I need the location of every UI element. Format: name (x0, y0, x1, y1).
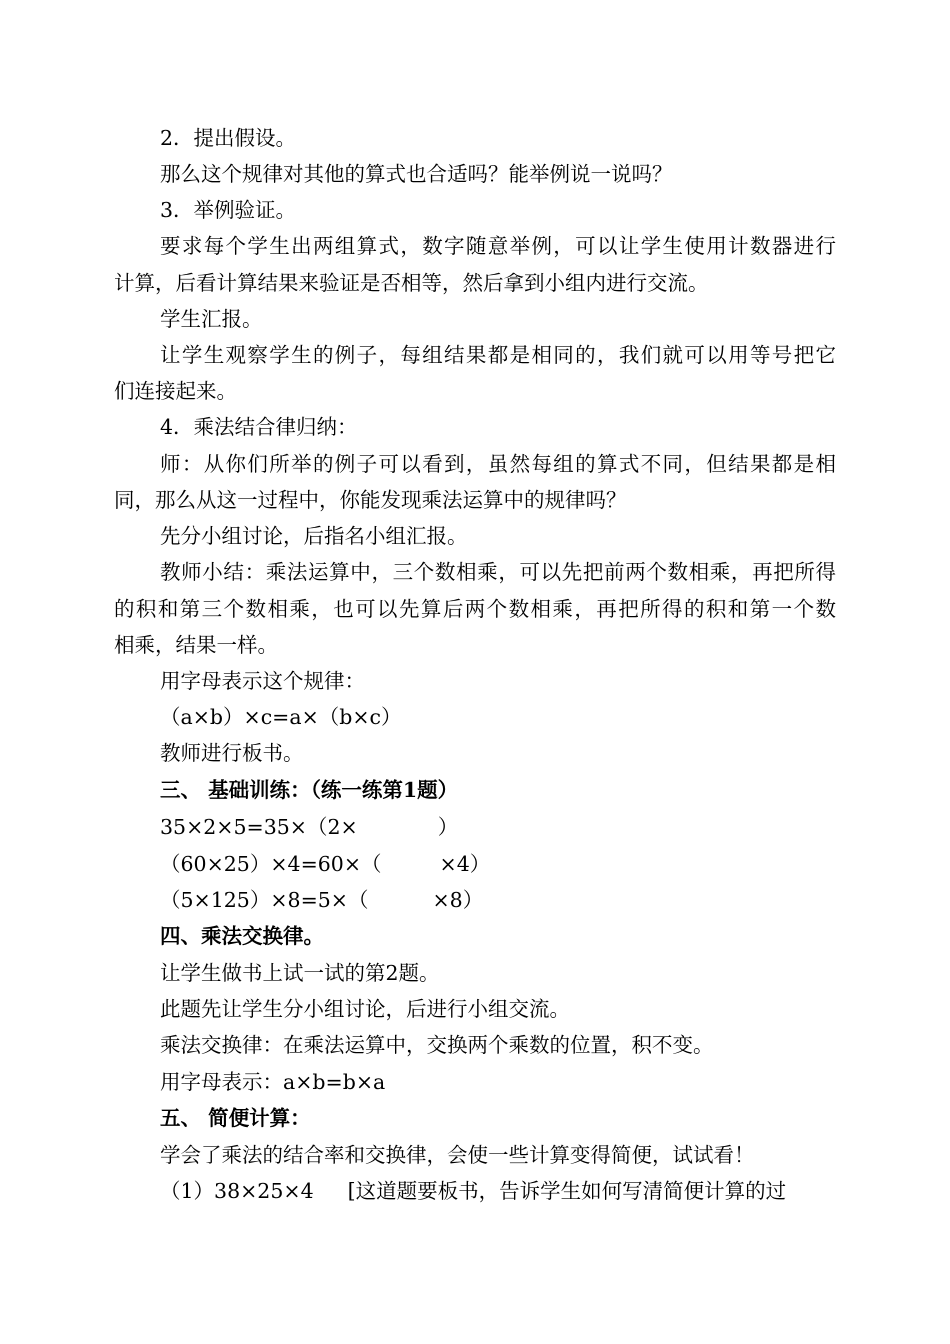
exercise-text: ×8） (432, 888, 484, 912)
exercise-line (160, 814, 458, 840)
exercise-text: ） (437, 815, 459, 839)
formula-line: 用字母表示：a×b=b×a (160, 1070, 386, 1094)
exercise-line (160, 887, 483, 913)
exercise-note: [这道题要板书，告诉学生如何写清简便计算的过 (347, 1179, 787, 1203)
step-2-heading: 2．提出假设。 (160, 126, 297, 150)
section-5-heading: 五、 简便计算： (160, 1106, 311, 1130)
exercise-text: （1）38×25×4 (160, 1179, 314, 1203)
formula-line: （a×b）×c=a×（b×c） (160, 705, 402, 729)
exercise-text: 35×2×5=35×（2× (160, 815, 358, 839)
section-3-heading: 三、 基础训练：（练一练第1题） (160, 778, 459, 802)
paragraph-line: 师：从你们所举的例子可以看到，虽然每组的算式不同，但结果都是相 (160, 452, 836, 476)
exercise-line (160, 851, 490, 877)
paragraph-line: 计算，后看计算结果来验证是否相等，然后拿到小组内进行交流。 (114, 271, 709, 295)
paragraph-line: 那么这个规律对其他的算式也合适吗？能举例说一说吗？ (160, 162, 673, 186)
paragraph-line: 让学生做书上试一试的第2题。 (160, 961, 440, 985)
exercise-text: （5×125）×8=5×（ (160, 888, 369, 912)
paragraph-line: 让学生观察学生的例子，每组结果都是相同的，我们就可以用等号把它 (160, 343, 836, 367)
paragraph-line: 先分小组讨论，后指名小组汇报。 (160, 524, 468, 548)
paragraph-line: 学会了乘法的结合率和交换律，会使一些计算变得简便，试试看！ (160, 1143, 755, 1167)
exercise-line (160, 1178, 786, 1204)
paragraph-line: 此题先让学生分小组讨论，后进行小组交流。 (160, 997, 570, 1021)
paragraph-line: 用字母表示这个规律： (160, 669, 365, 693)
step-4-heading: 4．乘法结合律归纳： (160, 415, 358, 439)
paragraph-line: 教师小结：乘法运算中，三个数相乘，可以先把前两个数相乘，再把所得 (160, 560, 836, 584)
exercise-text: ×4） (439, 852, 491, 876)
paragraph-line: 要求每个学生出两组算式，数字随意举例，可以让学生使用计数器进行 (160, 234, 836, 258)
paragraph-line: 同，那么从这一过程中，你能发现乘法运算中的规律吗？ (114, 488, 627, 512)
paragraph-line: 的积和第三个数相乘，也可以先算后两个数相乘，再把所得的积和第一个数 (114, 597, 836, 621)
paragraph-line: 相乘，结果一样。 (114, 633, 278, 657)
section-4-heading: 四、乘法交换律。 (160, 924, 324, 948)
paragraph-line: 乘法交换律：在乘法运算中，交换两个乘数的位置，积不变。 (160, 1033, 714, 1057)
exercise-text: （60×25）×4=60×（ (160, 852, 382, 876)
paragraph-line: 们连接起来。 (114, 379, 237, 403)
paragraph-line: 教师进行板书。 (160, 741, 304, 765)
step-3-heading: 3．举例验证。 (160, 198, 297, 222)
paragraph-line: 学生汇报。 (160, 307, 263, 331)
